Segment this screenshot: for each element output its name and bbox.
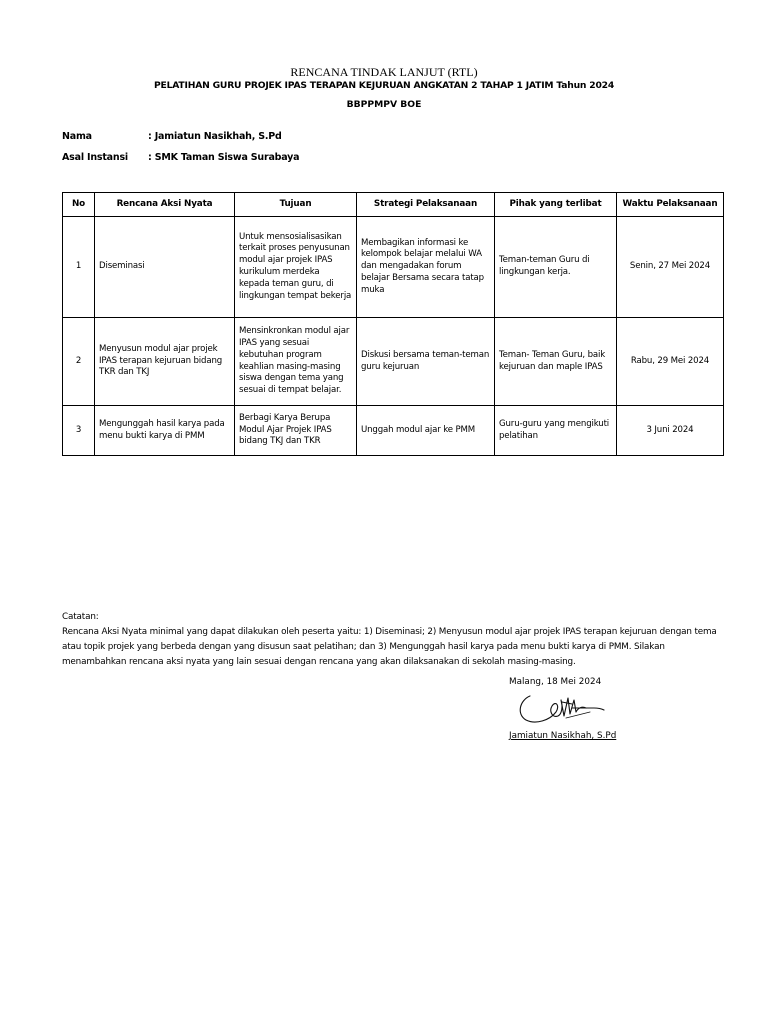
cell-tujuan: Mensinkronkan modul ajar IPAS yang sesuai kebutuhan program keahlian masing-masing siswa dengan tema yang sesuai di tempat belajar. (235, 318, 357, 406)
table-row (63, 406, 724, 456)
name-value: : Jamiatun Nasikhah, S.Pd (148, 131, 282, 142)
cell-waktu: Rabu, 29 Mei 2024 (617, 318, 724, 406)
column-header-tujuan: Tujuan (235, 193, 357, 217)
column-header-strategi: Strategi Pelaksanaan (357, 193, 495, 217)
cell-pihak: Teman-teman Guru di lingkungan kerja. (495, 217, 617, 318)
notes-text: Rencana Aksi Nyata minimal yang dapat dilakukan oleh peserta yaitu: 1) Diseminasi; 2) Menyusun modul ajar projek IPAS terapan kejuruan dengan tema atau topik projek yang berbeda dengan yang disusun saat pelatihan; dan 3) Mengunggah hasil karya pada menu bukti karya di PMM. Silakan menambahkan rencana aksi nyata yang lain sesuai dengan rencana yang akan dilaksanakan di sekolah masing-masing. (62, 627, 717, 667)
cell-waktu: Senin, 27 Mei 2024 (617, 217, 724, 318)
cell-no: 2 (63, 318, 95, 406)
institution-value: : SMK Taman Siswa Surabaya (148, 152, 300, 163)
cell-aksi: Menyusun modul ajar projek IPAS terapan kejuruan bidang TKR dan TKJ (95, 318, 235, 406)
document-subtitle: PELATIHAN GURU PROJEK IPAS TERAPAN KEJURUAN ANGKATAN 2 TAHAP 1 JATIM Tahun 2024 (153, 80, 615, 91)
signature-name: Jamiatun Nasikhah, S.Pd (509, 731, 617, 741)
signature-place-date: Malang, 18 Mei 2024 (509, 677, 602, 687)
cell-strategi: Membagikan informasi ke kelompok belajar melalui WA dan mengadakan forum belajar Bersama secara tatap muka (357, 217, 495, 318)
cell-tujuan: Berbagi Karya Berupa Modul Ajar Projek IPAS bidang TKJ dan TKR (235, 406, 357, 456)
notes-label: Catatan: (62, 612, 99, 622)
cell-aksi: Diseminasi (95, 217, 235, 318)
table-row (63, 318, 724, 406)
column-header-no: No (63, 193, 95, 217)
cell-pihak: Guru-guru yang mengikuti pelatihan (495, 406, 617, 456)
cell-pihak: Teman- Teman Guru, baik kejuruan dan maple IPAS (495, 318, 617, 406)
cell-tujuan: Untuk mensosialisasikan terkait proses penyusunan modul ajar projek IPAS kurikulum merdeka kepada teman guru, di lingkungan tempat bekerja (235, 217, 357, 318)
institution-label: Asal Instansi (62, 152, 128, 163)
organization-name: BBPPMPV BOE (346, 99, 422, 110)
cell-waktu: 3 Juni 2024 (617, 406, 724, 456)
document-title: RENCANA TINDAK LANJUT (RTL) (290, 65, 478, 79)
column-header-waktu: Waktu Pelaksanaan (617, 193, 724, 217)
action-plan-table (62, 192, 724, 456)
column-header-pihak: Pihak yang terlibat (495, 193, 617, 217)
table-row (63, 217, 724, 318)
name-label: Nama (62, 131, 92, 142)
cell-strategi: Diskusi bersama teman-teman guru kejuruan (357, 318, 495, 406)
handwritten-signature (516, 688, 606, 730)
cell-strategi: Unggah modul ajar ke PMM (357, 406, 495, 456)
cell-no: 3 (63, 406, 95, 456)
cell-no: 1 (63, 217, 95, 318)
table-header-row (63, 193, 724, 217)
notes-section (62, 610, 727, 670)
cell-aksi: Mengunggah hasil karya pada menu bukti karya di PMM (95, 406, 235, 456)
column-header-aksi: Rencana Aksi Nyata (95, 193, 235, 217)
